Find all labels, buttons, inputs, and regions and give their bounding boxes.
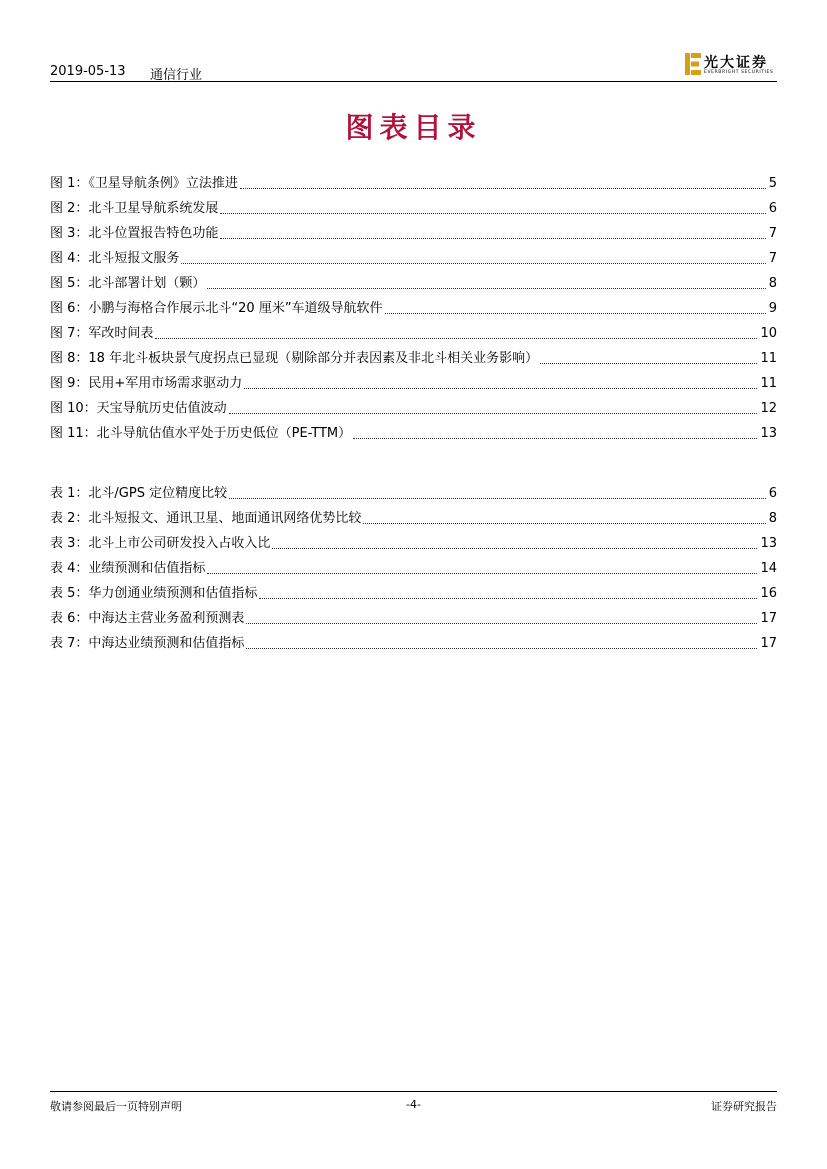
page-number: -4- [406, 1098, 421, 1111]
table-toc-entry[interactable] [50, 578, 777, 603]
toc-page-number[interactable]: 16 [760, 586, 777, 601]
figure-toc-entry[interactable] [50, 268, 777, 293]
figure-toc-entry[interactable] [50, 343, 777, 368]
toc-entry-label[interactable]: 图 10：天宝导航历史估值波动 [50, 401, 227, 416]
toc-page-number[interactable]: 12 [760, 401, 777, 416]
table-toc-entry[interactable] [50, 528, 777, 553]
toc-page-number[interactable]: 7 [768, 226, 777, 241]
page-title: 图表目录 [345, 111, 482, 144]
footer-disclaimer: 敬请参阅最后一页特别声明 [50, 1100, 182, 1113]
toc-entry-label[interactable]: 图 2：北斗卫星导航系统发展 [50, 201, 219, 216]
logo-name-en: EVERBRIGHT SECURITIES [704, 70, 774, 75]
table-toc-entry[interactable] [50, 603, 777, 628]
toc-entry-label[interactable]: 表 7：中海达业绩预测和估值指标 [50, 636, 245, 651]
dot-leader [540, 363, 757, 364]
figure-toc-entry[interactable] [50, 243, 777, 268]
toc-entry-label[interactable]: 图 6：小鹏与海格合作展示北斗“20 厘米”车道级导航软件 [50, 301, 383, 316]
dot-leader [240, 188, 766, 189]
toc-entry-label[interactable]: 图 8：18 年北斗板块景气度拐点已显现（剔除部分并表因素及非北斗相关业务影响） [50, 351, 539, 366]
dot-leader [246, 648, 757, 649]
toc-entry-label[interactable]: 图 4：北斗短报文服务 [50, 251, 180, 266]
figure-toc-entry[interactable] [50, 318, 777, 343]
toc-entry-label[interactable]: 表 5：华力创通业绩预测和估值指标 [50, 586, 258, 601]
toc-page-number[interactable]: 9 [768, 301, 777, 316]
figure-list [50, 168, 777, 443]
table-list [50, 478, 777, 653]
dot-leader [229, 498, 766, 499]
toc-page-number[interactable]: 5 [768, 176, 777, 191]
toc-entry-label[interactable]: 图 1：《卫星导航条例》立法推进 [50, 176, 238, 191]
page-header [50, 52, 777, 82]
dot-leader [244, 388, 757, 389]
figure-toc-entry[interactable] [50, 368, 777, 393]
industry-label: 通信行业 [150, 68, 203, 83]
dot-leader [229, 413, 758, 414]
toc-entry-label[interactable]: 表 3：北斗上市公司研发投入占收入比 [50, 536, 271, 551]
figure-toc-entry[interactable] [50, 293, 777, 318]
page-footer [50, 1091, 777, 1117]
toc-page-number[interactable]: 11 [760, 351, 777, 366]
toc-entry-label[interactable]: 图 9：民用+军用市场需求驱动力 [50, 376, 243, 391]
toc-entry-label[interactable]: 图 7：军改时间表 [50, 326, 154, 341]
toc-page-number[interactable]: 8 [768, 276, 777, 291]
toc-page-number[interactable]: 10 [760, 326, 777, 341]
toc-page-number[interactable]: 13 [760, 536, 777, 551]
toc-page-number[interactable]: 6 [768, 201, 777, 216]
dot-leader [155, 338, 757, 339]
logo-name-cn: 光大证券 [704, 55, 768, 71]
table-toc-entry[interactable] [50, 503, 777, 528]
everbright-logo-icon [685, 53, 701, 75]
toc-page-number[interactable]: 14 [760, 561, 777, 576]
dot-leader [207, 288, 765, 289]
figure-toc-entry[interactable] [50, 418, 777, 443]
figure-toc-entry[interactable] [50, 168, 777, 193]
dot-leader [246, 623, 757, 624]
dot-leader [181, 263, 765, 264]
dot-leader [353, 438, 757, 439]
toc-entry-label[interactable]: 表 4：业绩预测和估值指标 [50, 561, 206, 576]
toc-page-number[interactable]: 17 [760, 636, 777, 651]
toc-entry-label[interactable]: 图 11：北斗导航估值水平处于历史低位（PE-TTM） [50, 426, 352, 441]
toc-page-number[interactable]: 17 [760, 611, 777, 626]
report-type: 证券研究报告 [711, 1100, 777, 1113]
dot-leader [220, 213, 765, 214]
toc-page-number[interactable]: 7 [768, 251, 777, 266]
figure-toc-entry[interactable] [50, 193, 777, 218]
report-date: 2019-05-13 [50, 64, 126, 79]
toc-page-number[interactable]: 13 [760, 426, 777, 441]
dot-leader [220, 238, 765, 239]
dot-leader [272, 548, 757, 549]
table-toc-entry[interactable] [50, 478, 777, 503]
toc-entry-label[interactable]: 表 1：北斗/GPS 定位精度比较 [50, 486, 228, 501]
dot-leader [259, 598, 757, 599]
toc-entry-label[interactable]: 图 5：北斗部署计划（颗） [50, 276, 206, 291]
toc-page-number[interactable]: 11 [760, 376, 777, 391]
dot-leader [363, 523, 765, 524]
toc-entry-label[interactable]: 表 6：中海达主营业务盈利预测表 [50, 611, 245, 626]
toc-page-number[interactable]: 8 [768, 511, 777, 526]
table-toc-entry[interactable] [50, 628, 777, 653]
toc-entry-label[interactable]: 图 3：北斗位置报告特色功能 [50, 226, 219, 241]
figure-toc-entry[interactable] [50, 393, 777, 418]
dot-leader [207, 573, 757, 574]
company-logo [685, 52, 777, 78]
figure-toc-entry[interactable] [50, 218, 777, 243]
toc-entry-label[interactable]: 表 2：北斗短报文、通讯卫星、地面通讯网络优势比较 [50, 511, 362, 526]
toc-page-number[interactable]: 6 [768, 486, 777, 501]
dot-leader [385, 313, 766, 314]
table-toc-entry[interactable] [50, 553, 777, 578]
